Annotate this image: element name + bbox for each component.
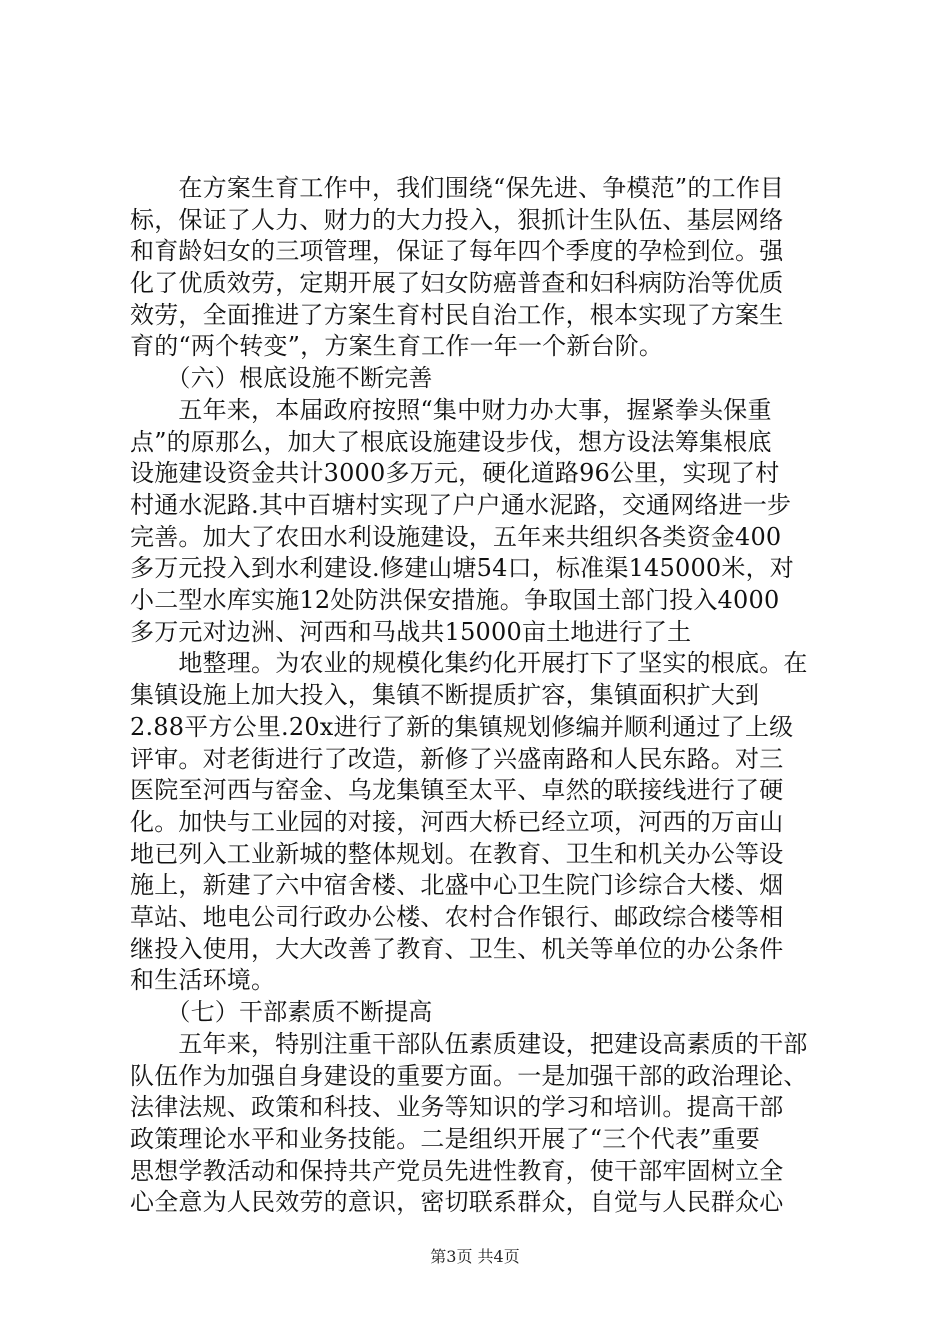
page-footer: 第3页 共4页 — [430, 1247, 520, 1266]
body-line: 点”的原那么，加大了根底设施建设步伐，想方设法筹集根底 — [130, 428, 772, 456]
body-line: 在方案生育工作中，我们围绕“保先进、争模范”的工作目 — [130, 174, 785, 202]
body-line: 集镇设施上加大投入，集镇不断提质扩容，集镇面积扩大到 — [130, 681, 760, 709]
body-line: 政策理论水平和业务技能。二是组织开展了“三个代表”重要 — [130, 1125, 760, 1153]
body-line: 设施建设资金共计3000多万元，硬化道路96公里，实现了村 — [130, 459, 780, 487]
body-line: 村通水泥路.其中百塘村实现了户户通水泥路，交通网络进一步 — [130, 491, 792, 519]
body-line: 施上，新建了六中宿舍楼、北盛中心卫生院门诊综合大楼、烟 — [130, 871, 784, 899]
body-line: 育的“两个转变”，方案生育工作一年一个新台阶。 — [130, 332, 664, 360]
body-line: 小二型水库实施12处防洪保安措施。争取国土部门投入4000 — [130, 586, 780, 614]
body-line: 化。加快与工业园的对接，河西大桥已经立项，河西的万亩山 — [130, 808, 784, 836]
body-line: 地已列入工业新城的整体规划。在教育、卫生和机关办公等设 — [130, 840, 784, 868]
body-line: 多万元投入到水利建设.修建山塘54口，标准渠145000米，对 — [130, 554, 794, 582]
body-line: 五年来，本届政府按照“集中财力办大事，握紧拳头保重 — [130, 396, 772, 424]
section-heading: （六）根底设施不断完善 — [130, 364, 433, 392]
body-line: 多万元对边洲、河西和马战共15000亩土地进行了土 — [130, 618, 692, 646]
body-line: 和生活环境。 — [130, 966, 276, 994]
body-line: 队伍作为加强自身建设的重要方面。一是加强干部的政治理论、 — [130, 1062, 808, 1090]
body-line: 心全意为人民效劳的意识，密切联系群众，自觉与人民群众心 — [130, 1188, 784, 1216]
body-line: 法律法规、政策和科技、业务等知识的学习和培训。提高干部 — [130, 1093, 784, 1121]
body-line: 继投入使用，大大改善了教育、卫生、机关等单位的办公条件 — [130, 935, 784, 963]
body-line: 和育龄妇女的三项管理，保证了每年四个季度的孕检到位。强 — [130, 237, 784, 265]
body-line: 化了优质效劳，定期开展了妇女防癌普查和妇科病防治等优质 — [130, 269, 784, 297]
body-line: 完善。加大了农田水利设施建设，五年来共组织各类资金400 — [130, 523, 782, 551]
body-line: 标，保证了人力、财力的大力投入，狠抓计生队伍、基层网络 — [130, 206, 784, 234]
body-line: 地整理。为农业的规模化集约化开展打下了坚实的根底。在 — [130, 649, 808, 677]
body-line: 思想学教活动和保持共产党员先进性教育，使干部牢固树立全 — [130, 1157, 784, 1185]
body-line: 医院至河西与窑金、乌龙集镇至太平、卓然的联接线进行了硬 — [130, 776, 784, 804]
body-line: 效劳，全面推进了方案生育村民自治工作，根本实现了方案生 — [130, 301, 784, 329]
body-line: 草站、地电公司行政办公楼、农村合作银行、邮政综合楼等相 — [130, 903, 784, 931]
body-line: 2.88平方公里.20x进行了新的集镇规划修编并顺利通过了上级 — [130, 713, 794, 741]
body-line: 评审。对老街进行了改造，新修了兴盛南路和人民东路。对三 — [130, 745, 784, 773]
section-heading: （七）干部素质不断提高 — [130, 998, 433, 1026]
body-line: 五年来，特别注重干部队伍素质建设，把建设高素质的干部 — [130, 1030, 808, 1058]
